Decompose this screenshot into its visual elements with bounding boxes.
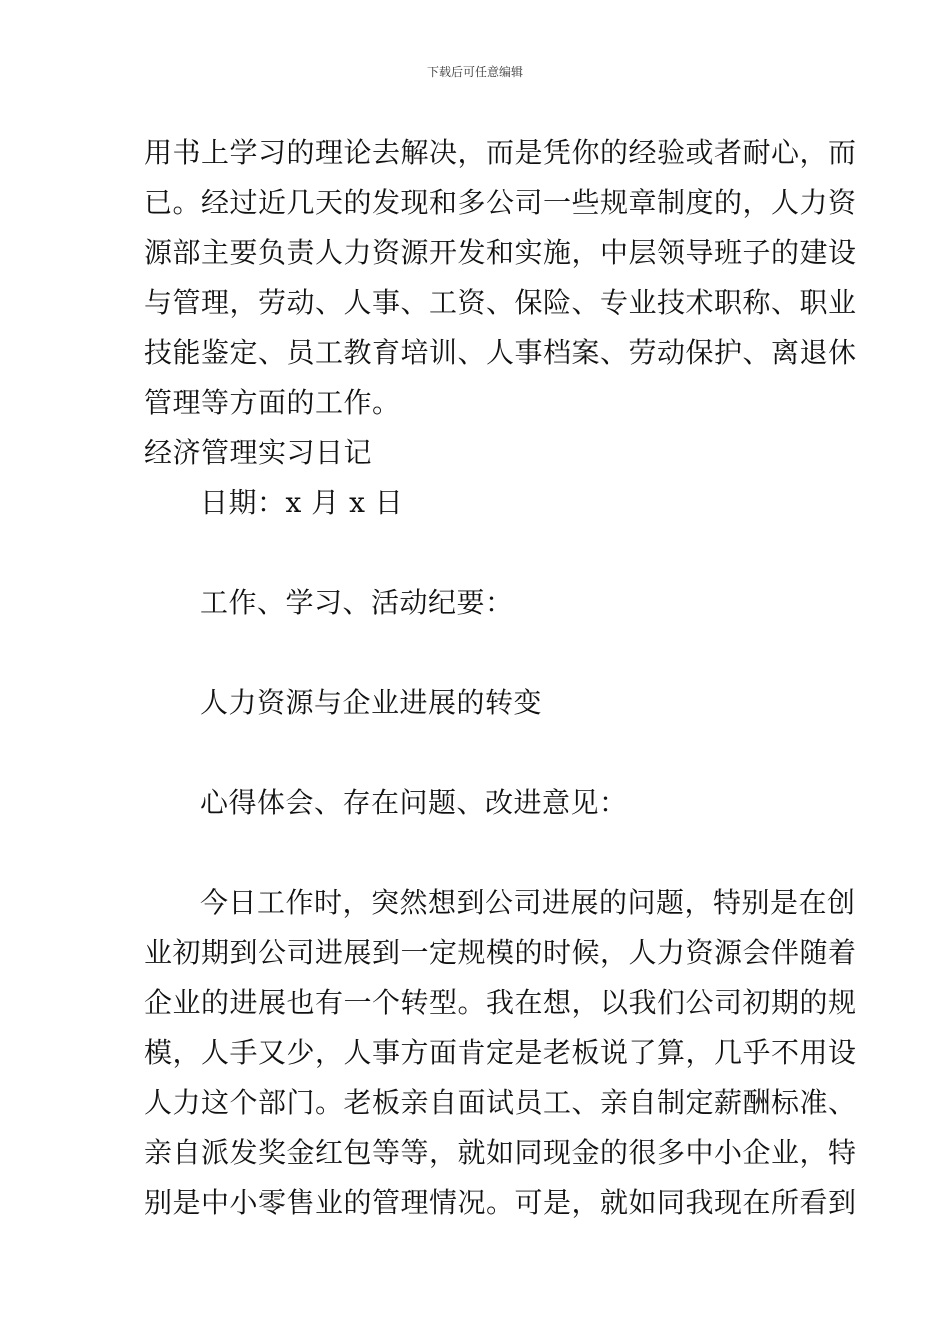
spacer bbox=[144, 628, 808, 678]
section-title: 经济管理实习日记 bbox=[144, 436, 373, 469]
paragraph-line: 用书上学习的理论去解决，而是凭你的经验或者耐心，而 bbox=[144, 136, 857, 169]
paragraph-line: 别是中小零售业的管理情况。可是，就如同我现在所看到 bbox=[144, 1186, 857, 1219]
paragraph-line: 源部主要负责人力资源开发和实施，中层领导班子的建设 bbox=[144, 236, 857, 269]
spacer bbox=[144, 828, 808, 878]
paragraph-line: 技能鉴定、员工教育培训、人事档案、劳动保护、离退休 bbox=[144, 336, 857, 369]
work-label: 工作、学习、活动纪要： bbox=[200, 586, 514, 619]
work-content: 人力资源与企业进展的转变 bbox=[200, 686, 543, 719]
insight-label: 心得体会、存在问题、改进意见： bbox=[200, 786, 628, 819]
paragraph-line: 企业的进展也有一个转型。我在想，以我们公司初期的规 bbox=[144, 986, 857, 1019]
paragraph-line: 人力这个部门。老板亲自面试员工、亲自制定薪酬标准、 bbox=[144, 1086, 857, 1119]
spacer bbox=[144, 528, 808, 578]
paragraph-line: 模，人手又少，人事方面肯定是老板说了算，几乎不用设 bbox=[144, 1036, 857, 1069]
date-line: 日期：x 月 x 日 bbox=[200, 486, 404, 519]
paragraph-line: 管理等方面的工作。 bbox=[144, 386, 401, 419]
document-body bbox=[144, 128, 857, 1228]
paragraph-line: 业初期到公司进展到一定规模的时候，人力资源会伴随着 bbox=[144, 936, 857, 969]
paragraph-line: 今日工作时，突然想到公司进展的问题，特别是在创 bbox=[200, 886, 856, 919]
paragraph-line: 亲自派发奖金红包等等，就如同现金的很多中小企业，特 bbox=[144, 1136, 857, 1169]
paragraph-line: 已。经过近几天的发现和多公司一些规章制度的，人力资 bbox=[144, 186, 857, 219]
spacer bbox=[144, 728, 808, 778]
paragraph-line: 与管理，劳动、人事、工资、保险、专业技术职称、职业 bbox=[144, 286, 857, 319]
page-header-note: 下载后可任意编辑 bbox=[426, 65, 523, 79]
